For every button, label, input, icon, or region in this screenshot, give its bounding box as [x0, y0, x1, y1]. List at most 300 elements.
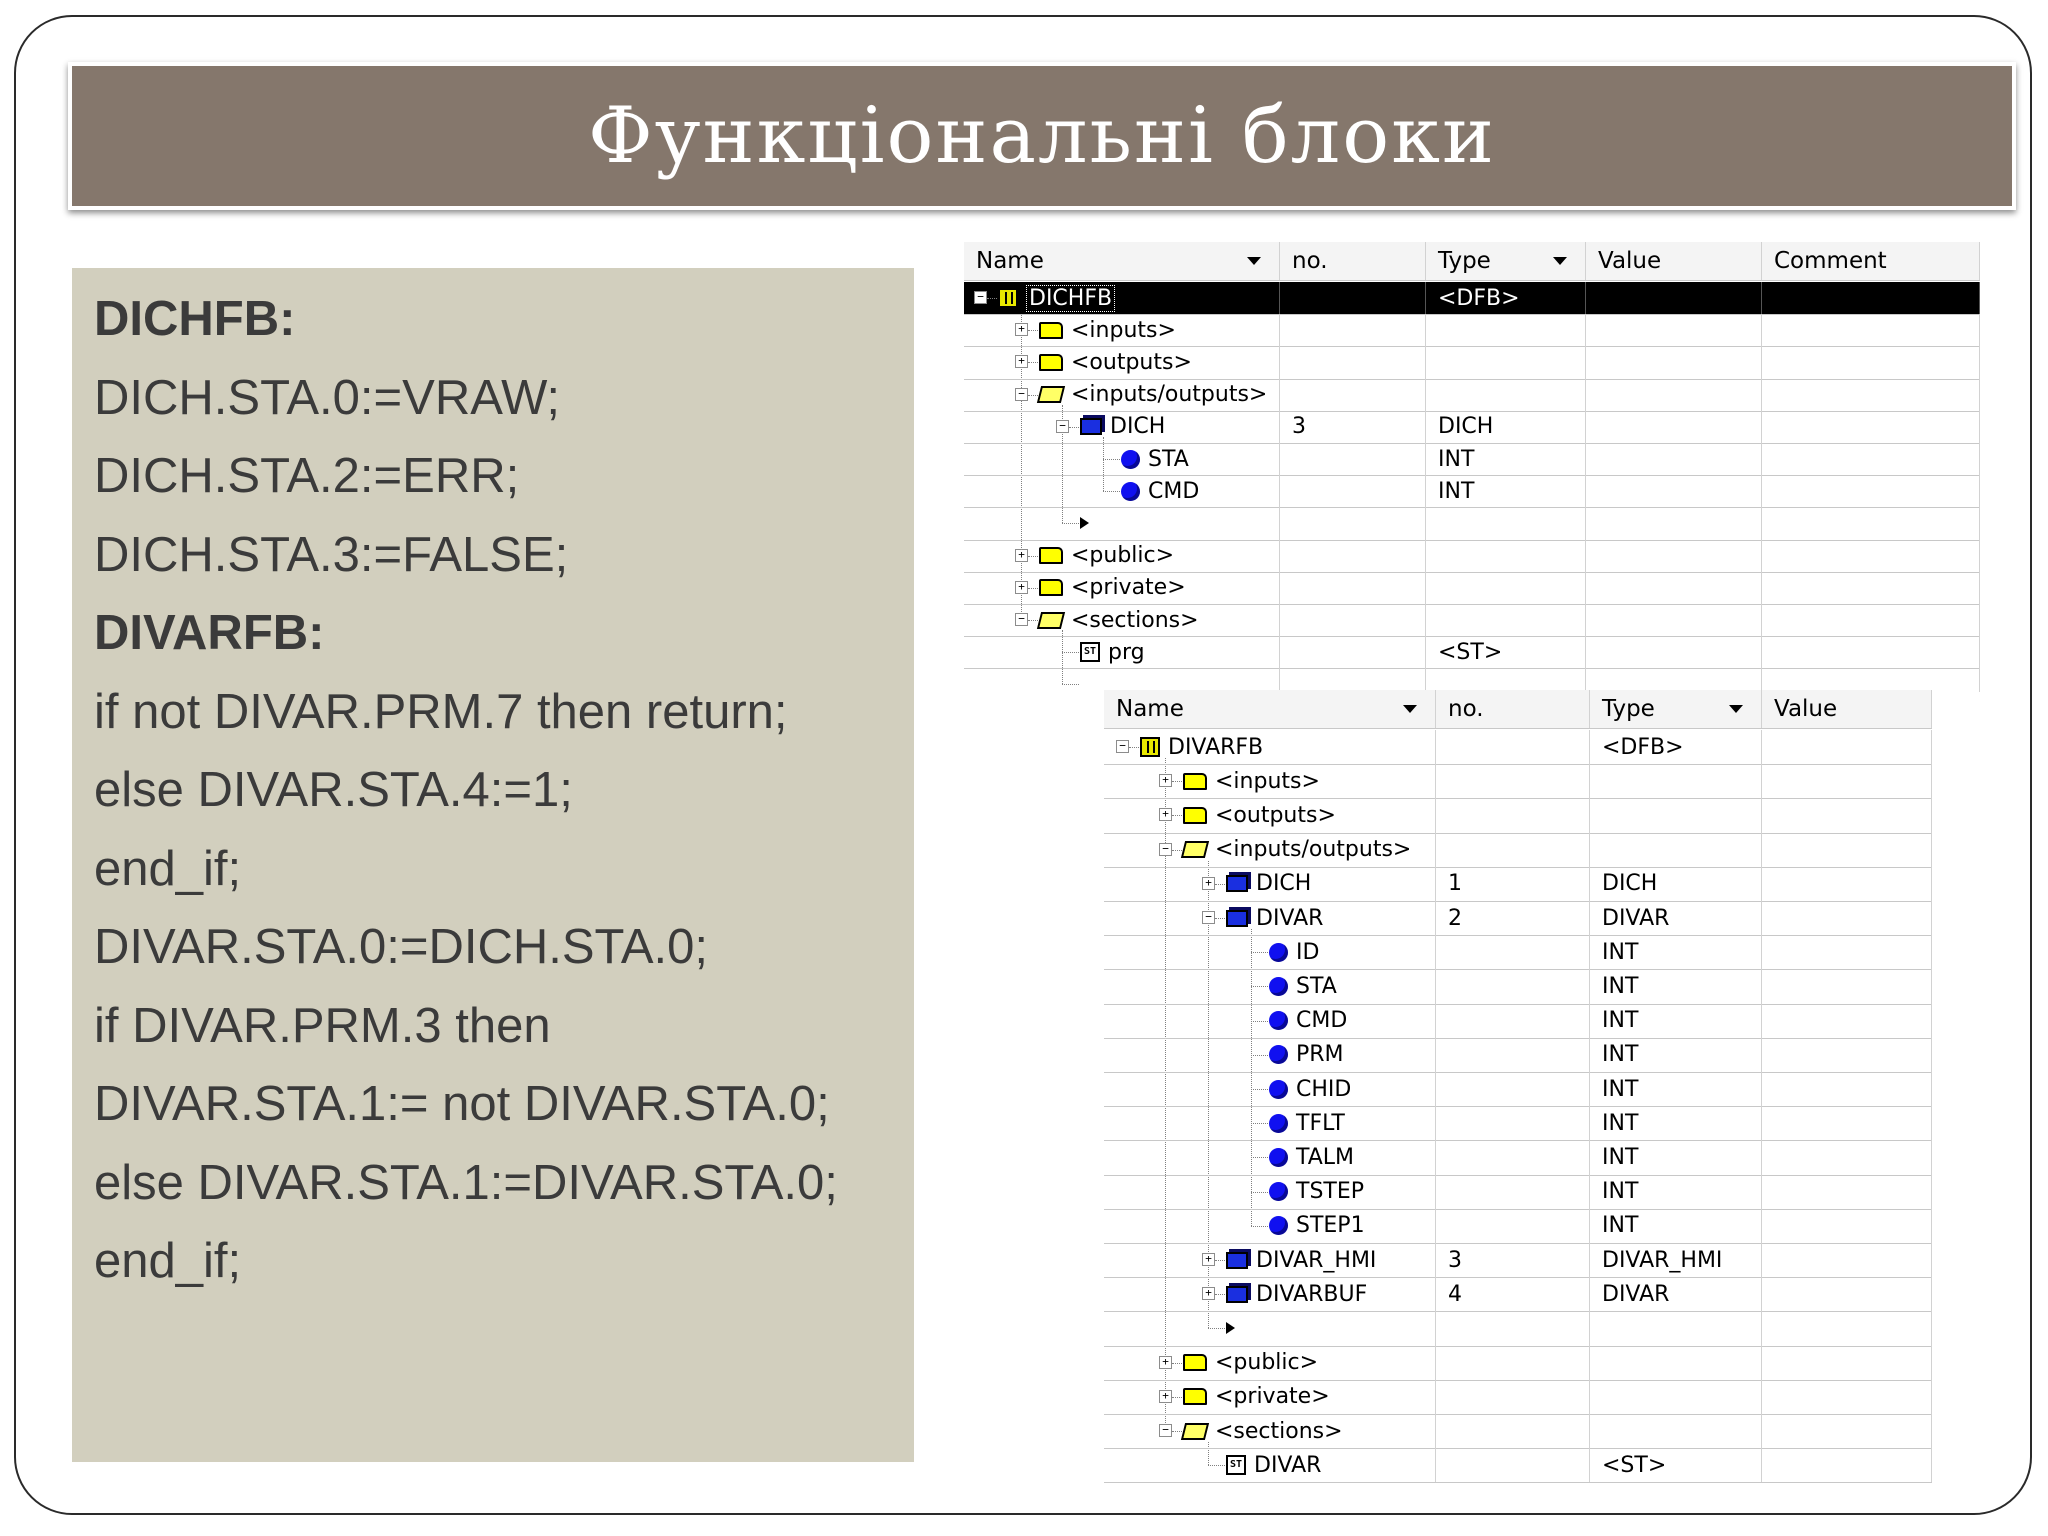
dot-icon [1269, 943, 1288, 962]
collapse-toggle-icon[interactable]: − [1116, 740, 1129, 753]
cell-name [1104, 867, 1436, 901]
cell-empty [1762, 668, 1980, 692]
code-line: DICH.STA.0:=VRAW; [94, 370, 561, 425]
tree-guide-line [1215, 918, 1225, 919]
collapse-toggle-icon[interactable]: − [1159, 843, 1172, 856]
cell-name [964, 636, 1280, 668]
column-header-no[interactable] [1280, 242, 1426, 280]
cell-type-text: INT [1602, 1110, 1639, 1136]
cell-empty [1586, 379, 1762, 411]
code-line: if not DIVAR.PRM.7 then return; [94, 684, 788, 739]
cell-type-text: INT [1602, 973, 1639, 999]
collapse-toggle-icon[interactable]: − [974, 291, 987, 304]
code-line: else DIVAR.STA.1:=DIVAR.STA.0; [94, 1155, 838, 1210]
cell-empty [1762, 443, 1980, 475]
tree-guide-line [1028, 395, 1038, 396]
tree-node-name: DIVAR_HMI [1256, 1247, 1377, 1273]
column-header-label: no. [1292, 248, 1328, 274]
tree-row[interactable] [1104, 1414, 1932, 1449]
cell-type-text: <DFB> [1602, 734, 1684, 760]
tree-row[interactable] [1104, 1311, 1932, 1346]
cell-type [1426, 314, 1586, 346]
tree-row[interactable] [964, 507, 1980, 540]
tree-row[interactable] [1104, 1004, 1932, 1039]
cell-no [1280, 540, 1426, 572]
code-line: DICH.STA.3:=FALSE; [94, 527, 569, 582]
cell-type [1590, 1380, 1762, 1414]
tree-guide-line [1251, 1192, 1268, 1193]
cell-type [1426, 443, 1586, 475]
dot-icon [1121, 450, 1140, 469]
cell-type [1590, 1209, 1762, 1243]
column-header-value[interactable] [1586, 242, 1762, 280]
cell-name [1104, 1106, 1436, 1140]
column-header-label: Name [1116, 696, 1184, 722]
tree-node-name: CMD [1148, 478, 1200, 504]
cell-no-text: 1 [1448, 871, 1462, 897]
cell-name [1104, 1414, 1436, 1448]
cell-empty [1762, 507, 1980, 539]
dropdown-arrow-icon[interactable] [1729, 705, 1743, 713]
cell-type [1590, 1140, 1762, 1174]
collapse-toggle-icon[interactable]: − [1159, 1424, 1172, 1437]
cell-name [1104, 1448, 1436, 1482]
cell-empty [1762, 572, 1980, 604]
cell-empty [1762, 1106, 1932, 1140]
cell-no [1280, 636, 1426, 668]
tree-row[interactable] [1104, 867, 1932, 902]
tree-node-name: <inputs> [1071, 317, 1176, 343]
tree-guide-line [1251, 1123, 1268, 1124]
tree-row[interactable] [964, 572, 1980, 605]
cell-name [1104, 901, 1436, 935]
cell-empty [1586, 411, 1762, 443]
code-line: end_if; [94, 841, 242, 896]
tree-row[interactable] [1104, 969, 1932, 1004]
st-icon: ST [1080, 642, 1100, 662]
tree-row[interactable] [964, 668, 1980, 692]
tree-row[interactable] [964, 314, 1980, 347]
cell-empty [1762, 1243, 1932, 1277]
divarfb-tree-table [1104, 690, 1932, 1486]
cell-type [1590, 1106, 1762, 1140]
tree-row[interactable] [1104, 901, 1932, 936]
tree-row[interactable] [964, 379, 1980, 412]
tree-guide-line [1062, 652, 1079, 653]
cell-empty [1586, 572, 1762, 604]
tree-node-name: <outputs> [1215, 802, 1336, 828]
cell-no [1280, 443, 1426, 475]
dot-icon [1269, 1080, 1288, 1099]
tree-guide-line [1215, 1260, 1225, 1261]
column-header-label: Comment [1774, 248, 1887, 274]
cell-name [1104, 1311, 1436, 1345]
tree-row[interactable] [1104, 1380, 1932, 1415]
collapse-toggle-icon[interactable]: − [1202, 911, 1215, 924]
cell-no-text: 4 [1448, 1281, 1462, 1307]
tree-row[interactable] [964, 346, 1980, 379]
cell-empty [1762, 1140, 1932, 1174]
cell-name [1104, 833, 1436, 867]
tree-node-name: STA [1148, 446, 1189, 472]
collapse-toggle-icon[interactable]: − [1015, 613, 1028, 626]
slide-title: Функціональні блоки [588, 91, 1496, 181]
tree-node-name: <public> [1215, 1350, 1319, 1376]
cell-empty [1586, 636, 1762, 668]
cell-type-text: <ST> [1438, 639, 1503, 665]
cell-type-text: DIVAR_HMI [1602, 1247, 1723, 1273]
tree-row[interactable] [1104, 764, 1932, 799]
cell-no [1280, 668, 1426, 692]
cell-empty [1762, 379, 1980, 411]
cell-name [964, 572, 1280, 604]
cell-empty [1762, 636, 1980, 668]
tree-guide-line [1172, 815, 1182, 816]
cell-no [1436, 1380, 1590, 1414]
cell-name [964, 346, 1280, 378]
tree-guide-line [1208, 1328, 1225, 1329]
cell-name [964, 507, 1280, 539]
tree-row[interactable] [1104, 1346, 1932, 1381]
cell-type-text: INT [1602, 1179, 1639, 1205]
cell-empty [1586, 540, 1762, 572]
cell-no [1436, 1175, 1590, 1209]
cell-name [964, 379, 1280, 411]
tree-row[interactable] [964, 636, 1980, 669]
dichfb-tree-table [964, 242, 1980, 692]
column-header-type[interactable] [1426, 242, 1586, 280]
tree-guide-line [1215, 1294, 1225, 1295]
cell-empty [1762, 935, 1932, 969]
cell-no [1436, 1038, 1590, 1072]
cell-name [1104, 730, 1436, 764]
cell-name [1104, 935, 1436, 969]
tree-guide-line [1215, 884, 1225, 885]
folder-open-icon [1181, 841, 1209, 858]
tree-node-name: DICHFB [1026, 285, 1115, 312]
tree-row[interactable] [1104, 1072, 1932, 1107]
tree-row[interactable] [964, 282, 1980, 315]
tree-row[interactable] [1104, 730, 1932, 765]
cell-no [1436, 1414, 1590, 1448]
cell-type [1590, 1175, 1762, 1209]
cell-type [1590, 935, 1762, 969]
block-icon [1226, 1252, 1248, 1269]
cell-no [1436, 935, 1590, 969]
cell-empty [1762, 1414, 1932, 1448]
tree-node-name: DICH [1256, 871, 1312, 897]
column-header-name[interactable] [1104, 690, 1436, 728]
tree-guide-line [1129, 747, 1139, 748]
tree-node-name: <public> [1071, 543, 1175, 569]
cell-empty [1762, 730, 1932, 764]
cell-empty [1762, 1209, 1932, 1243]
cell-no-text: 3 [1292, 414, 1306, 440]
tree-node-name: <inputs> [1215, 768, 1320, 794]
column-header-label: Type [1602, 696, 1655, 722]
column-header-name[interactable] [964, 242, 1280, 280]
tree-row[interactable] [964, 604, 1980, 637]
cell-type [1426, 282, 1586, 314]
expand-toggle-icon[interactable]: + [1015, 355, 1028, 368]
code-heading: DIVARFB: [94, 606, 325, 660]
column-header-label: Type [1438, 248, 1491, 274]
cell-empty [1586, 507, 1762, 539]
cell-type-text: DIVAR [1602, 1281, 1670, 1307]
tree-row[interactable] [964, 540, 1980, 573]
tree-node-name: <private> [1071, 575, 1186, 601]
tree-row[interactable] [1104, 1140, 1932, 1175]
tree-row[interactable] [964, 443, 1980, 476]
tree-guide-line [1062, 523, 1079, 524]
folder-icon [1039, 354, 1063, 371]
cell-name [1104, 969, 1436, 1003]
cell-no [1436, 1346, 1590, 1380]
tree-guide-line [1251, 1157, 1268, 1158]
cell-no [1280, 346, 1426, 378]
tree-guide-line [1172, 850, 1182, 851]
tree-node-name: TALM [1296, 1144, 1355, 1170]
tree-node-name: TFLT [1296, 1110, 1345, 1136]
cell-no [1280, 411, 1426, 443]
cell-empty [1762, 867, 1932, 901]
cell-type [1590, 1243, 1762, 1277]
tree-row[interactable] [1104, 1175, 1932, 1210]
tree-row[interactable] [1104, 1448, 1932, 1483]
cell-type-text: INT [1438, 478, 1475, 504]
column-header-label: Value [1598, 248, 1662, 274]
cell-name [964, 668, 1280, 692]
dot-icon [1269, 977, 1288, 996]
cell-type [1426, 379, 1586, 411]
cell-empty [1762, 540, 1980, 572]
cell-type [1590, 1414, 1762, 1448]
cell-name [964, 540, 1280, 572]
cell-empty [1586, 475, 1762, 507]
tree-node-name: <sections> [1215, 1418, 1343, 1444]
tree-row[interactable] [1104, 798, 1932, 833]
tree-node-name: <private> [1215, 1384, 1330, 1410]
tree-guide-line [1062, 684, 1079, 685]
code-line: DIVAR.STA.1:= not DIVAR.STA.0; [94, 1077, 830, 1131]
cell-type [1590, 1072, 1762, 1106]
tree-node-name: <sections> [1071, 607, 1199, 633]
code-line: end_if; [94, 1234, 242, 1288]
block-icon [1080, 418, 1102, 435]
cell-type-text: <ST> [1602, 1452, 1667, 1478]
cell-empty [1586, 314, 1762, 346]
code-line: if DIVAR.PRM.3 then [94, 998, 551, 1053]
cell-empty [1762, 314, 1980, 346]
dfb-icon [1140, 737, 1160, 757]
tree-row[interactable] [964, 411, 1980, 444]
cell-no [1436, 730, 1590, 764]
column-header-row [1104, 690, 1932, 729]
cell-no [1436, 1243, 1590, 1277]
tree-guide-line [1172, 781, 1182, 782]
cell-type-text: DICH [1438, 414, 1494, 440]
cell-no [1280, 572, 1426, 604]
code-heading: DICHFB: [94, 292, 296, 346]
cell-type-text: INT [1602, 1076, 1639, 1102]
column-header-label: no. [1448, 696, 1484, 722]
folder-icon [1039, 547, 1063, 564]
column-header-value[interactable] [1762, 690, 1932, 728]
cell-name [964, 443, 1280, 475]
column-header-type[interactable] [1590, 690, 1762, 728]
cell-empty [1762, 411, 1980, 443]
cell-empty [1762, 1380, 1932, 1414]
cell-empty [1586, 282, 1762, 314]
dot-icon [1269, 1114, 1288, 1133]
tree-guide-line [987, 298, 997, 299]
cell-name [1104, 1140, 1436, 1174]
tree-guide-line [1028, 588, 1038, 589]
cell-no [1436, 798, 1590, 832]
expand-toggle-icon[interactable]: + [1159, 774, 1172, 787]
collapse-toggle-icon[interactable]: − [1015, 388, 1028, 401]
tree-node-name: DIVARBUF [1256, 1281, 1368, 1307]
cell-no [1436, 1311, 1590, 1345]
cell-name [1104, 1277, 1436, 1311]
cell-type [1590, 867, 1762, 901]
tree-guide-line [1172, 1363, 1182, 1364]
cell-empty [1762, 475, 1980, 507]
cell-name [1104, 1038, 1436, 1072]
expand-toggle-icon[interactable]: + [1202, 1287, 1215, 1300]
tree-row[interactable] [1104, 1277, 1932, 1312]
dropdown-arrow-icon[interactable] [1403, 705, 1417, 713]
cell-type [1426, 540, 1586, 572]
tree-row[interactable] [1104, 1106, 1932, 1141]
dot-icon [1121, 482, 1140, 501]
tree-row[interactable] [1104, 1038, 1932, 1073]
tree-guide-line [1172, 1431, 1182, 1432]
expand-toggle-icon[interactable]: + [1159, 1356, 1172, 1369]
cell-type [1426, 507, 1586, 539]
cell-empty [1762, 969, 1932, 1003]
tree-node-name: CMD [1296, 1008, 1348, 1034]
tree-row[interactable] [1104, 1243, 1932, 1278]
collapse-toggle-icon[interactable]: − [1056, 420, 1069, 433]
dropdown-arrow-icon[interactable] [1553, 257, 1567, 265]
tree-node-name: STA [1296, 973, 1337, 999]
cell-type [1426, 668, 1586, 692]
cell-type-text: DICH [1602, 871, 1658, 897]
code-line: else DIVAR.STA.4:=1; [94, 763, 573, 817]
tree-guide-line [1251, 986, 1268, 987]
tree-row[interactable] [1104, 833, 1932, 868]
cell-empty [1762, 1072, 1932, 1106]
tree-guide-line [1069, 427, 1079, 428]
column-header-no[interactable] [1436, 690, 1590, 728]
cell-empty [1762, 346, 1980, 378]
dot-icon [1269, 1182, 1288, 1201]
cell-empty [1762, 833, 1932, 867]
tree-node-name: TSTEP [1296, 1179, 1365, 1205]
expand-toggle-icon[interactable]: + [1202, 877, 1215, 890]
cell-type [1590, 764, 1762, 798]
cell-name [964, 604, 1280, 636]
expand-toggle-icon[interactable]: + [1202, 1253, 1215, 1266]
expand-toggle-icon[interactable]: + [1015, 323, 1028, 336]
cell-empty [1586, 346, 1762, 378]
tree-guide-line [1172, 1397, 1182, 1398]
dot-icon [1269, 1148, 1288, 1167]
cell-no [1436, 1004, 1590, 1038]
cell-type [1590, 901, 1762, 935]
column-header-label: Value [1774, 696, 1838, 722]
cell-no [1436, 867, 1590, 901]
cell-no [1280, 379, 1426, 411]
folder-open-icon [1181, 1423, 1209, 1440]
tree-guide-line [1251, 1055, 1268, 1056]
code-panel [72, 268, 914, 1462]
cell-name [964, 475, 1280, 507]
cell-type [1426, 346, 1586, 378]
tree-row[interactable] [964, 475, 1980, 508]
cell-name [1104, 1175, 1436, 1209]
cell-no [1436, 969, 1590, 1003]
tree-guide-line [1028, 362, 1038, 363]
cell-empty [1762, 1038, 1932, 1072]
cell-no [1436, 764, 1590, 798]
cell-empty [1586, 443, 1762, 475]
cell-empty [1762, 282, 1980, 314]
expand-toggle-icon[interactable]: + [1015, 581, 1028, 594]
cell-name [1104, 1072, 1436, 1106]
folder-open-icon [1037, 386, 1065, 403]
tree-node-name: ID [1296, 939, 1320, 965]
tree-node-name: DIVAR [1254, 1452, 1322, 1478]
cell-empty [1762, 1311, 1932, 1345]
cell-empty [1762, 1448, 1932, 1482]
cell-type [1426, 475, 1586, 507]
cell-no [1436, 1106, 1590, 1140]
cell-empty [1762, 1175, 1932, 1209]
cell-no [1436, 1277, 1590, 1311]
cell-name [964, 282, 1280, 314]
tree-row[interactable] [1104, 935, 1932, 970]
column-header-comment[interactable] [1762, 242, 1980, 280]
cell-type-text: INT [1602, 1042, 1639, 1068]
cell-no-text: 2 [1448, 905, 1462, 931]
cell-no [1436, 833, 1590, 867]
dropdown-arrow-icon[interactable] [1247, 257, 1261, 265]
tree-guide-line [1251, 1089, 1268, 1090]
tree-guide-line [1028, 330, 1038, 331]
expand-toggle-icon[interactable]: + [1015, 549, 1028, 562]
column-header-label: Name [976, 248, 1044, 274]
cell-name [1104, 1209, 1436, 1243]
cell-type-text: INT [1602, 939, 1639, 965]
block-icon [1226, 910, 1248, 927]
tree-node-name: DIVAR [1256, 905, 1324, 931]
tree-row[interactable] [1104, 1209, 1932, 1244]
cell-name [1104, 1243, 1436, 1277]
expand-toggle-icon[interactable]: + [1159, 1390, 1172, 1403]
cell-empty [1762, 1277, 1932, 1311]
tree-node-name: PRM [1296, 1042, 1344, 1068]
cell-empty [1586, 668, 1762, 692]
cell-no [1436, 901, 1590, 935]
tree-guide-line [1251, 1021, 1268, 1022]
tree-node-name: DICH [1110, 414, 1166, 440]
expand-toggle-icon[interactable]: + [1159, 808, 1172, 821]
cell-type-text: INT [1602, 1008, 1639, 1034]
dfb-icon [998, 288, 1018, 308]
cell-empty [1586, 604, 1762, 636]
